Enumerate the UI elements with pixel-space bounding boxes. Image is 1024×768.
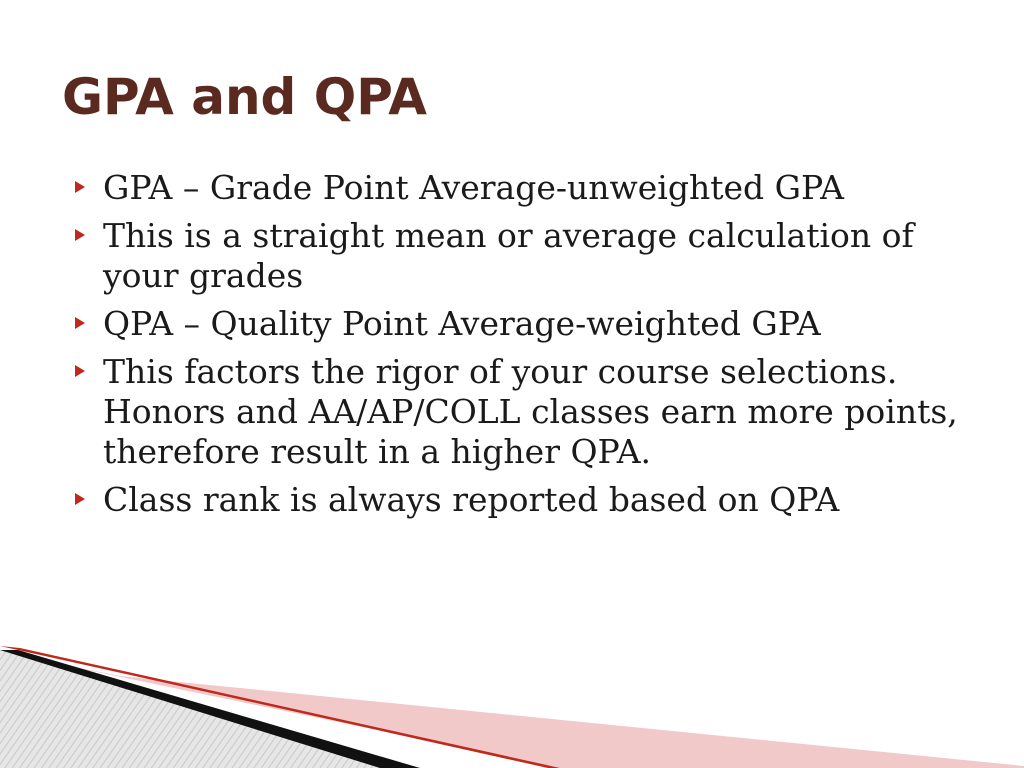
- bullet-item: [70, 352, 980, 472]
- triangle-bullet-icon: [70, 216, 103, 256]
- triangle-bullet-icon: [70, 480, 103, 520]
- triangle-bullet-icon: [70, 168, 103, 208]
- bullet-text: Class rank is always reported based on QPA: [103, 480, 840, 519]
- bullet-item: [70, 480, 980, 520]
- bullet-item: [70, 304, 980, 344]
- bullet-text: This factors the rigor of your course selections. Honors and AA/AP/COLL classes earn more points, therefore result in a higher QPA.: [103, 352, 958, 471]
- swoosh-red-line: [0, 646, 560, 768]
- bullet-text: This is a straight mean or average calculation of your grades: [103, 216, 914, 295]
- bullet-list: [70, 168, 980, 528]
- swoosh-dark-band: [0, 650, 420, 768]
- bullet-item: [70, 216, 980, 296]
- slide-title: GPA and QPA: [62, 68, 427, 126]
- triangle-bullet-icon: [70, 352, 103, 392]
- triangle-bullet-icon: [70, 304, 103, 344]
- bullet-text: QPA – Quality Point Average-weighted GPA: [103, 304, 821, 343]
- bullet-text: GPA – Grade Point Average-unweighted GPA: [103, 168, 845, 207]
- bullet-item: [70, 168, 980, 208]
- swoosh-pink-band: [0, 652, 1024, 768]
- swoosh-hatched-band: [0, 650, 420, 768]
